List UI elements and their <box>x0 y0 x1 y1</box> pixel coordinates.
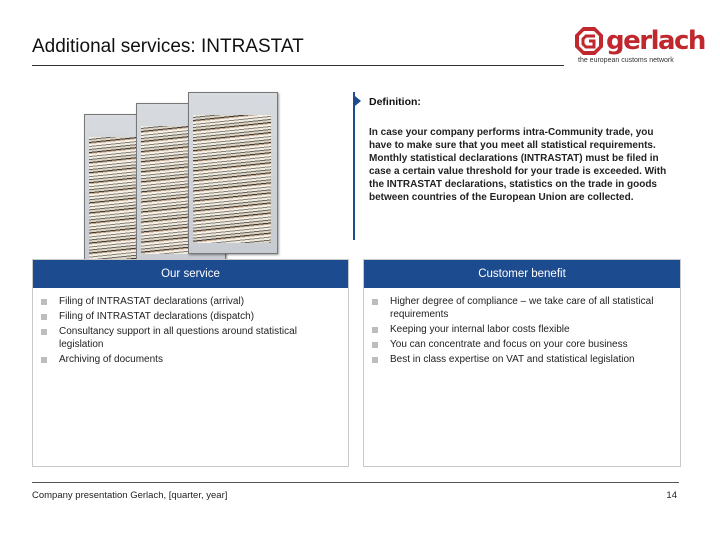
customer-benefit-list <box>364 288 680 366</box>
definition-heading: Definition: <box>369 96 421 108</box>
bullet-icon <box>41 314 47 320</box>
definition-text: In case your company performs intra-Community trade, you have to make sure that you meet all statistical requirements. Monthly statistical declarations (INTRASTAT) must be filed in case a certain value threshold for your trade is exceeded. With the INTRASTAT declarations, statistics on the trade in goods between countries of the European Union are collected. <box>369 127 667 203</box>
customer-benefit-title: Customer benefit <box>364 260 680 288</box>
list-item-text: Archiving of documents <box>59 353 163 365</box>
list-item-text: Filing of INTRASTAT declarations (dispatch) <box>59 311 255 322</box>
list-item <box>390 339 672 352</box>
list-item-text: Best in class expertise on VAT and statistical legislation <box>390 353 635 365</box>
list-item-text: Keeping your internal labor costs flexible <box>390 323 570 335</box>
bullet-icon <box>41 357 47 363</box>
logo-wordmark: gerlach <box>606 26 705 56</box>
gerlach-logo-icon <box>574 26 604 56</box>
footer-text: Company presentation Gerlach, [quarter, year] <box>32 490 228 501</box>
list-item <box>390 354 672 367</box>
bullet-icon <box>41 299 47 305</box>
definition-divider <box>353 92 355 240</box>
our-service-title: Our service <box>33 260 348 288</box>
bullet-icon <box>372 299 378 305</box>
document-stack-photo <box>188 92 278 254</box>
bullet-icon <box>372 327 378 333</box>
gerlach-logo <box>574 26 705 70</box>
list-item <box>59 311 340 324</box>
slide-title: Additional services: INTRASTAT <box>32 36 304 57</box>
list-item <box>390 296 672 321</box>
footer-divider <box>32 482 679 483</box>
bullet-icon <box>41 329 47 335</box>
list-item-text: Filing of INTRASTAT declarations (arrival) <box>59 296 245 307</box>
bullet-icon <box>372 357 378 363</box>
customer-benefit-panel <box>363 259 681 467</box>
bullet-icon <box>372 342 378 348</box>
page-number: 14 <box>666 490 677 501</box>
document-stack-photos <box>84 92 294 257</box>
our-service-list <box>33 288 348 366</box>
title-divider <box>32 65 564 66</box>
definition-marker-icon <box>355 96 361 106</box>
logo-tagline: the european customs network <box>578 57 674 64</box>
our-service-panel <box>32 259 349 467</box>
list-item <box>390 324 672 337</box>
list-item-text: Consultancy support in all questions around statistical legislation <box>59 326 297 350</box>
list-item <box>59 326 340 351</box>
list-item <box>59 354 340 367</box>
list-item <box>59 296 340 309</box>
list-item-text: Higher degree of compliance – we take care of all statistical requirements <box>390 296 654 320</box>
list-item-text: You can concentrate and focus on your core business <box>390 338 628 350</box>
